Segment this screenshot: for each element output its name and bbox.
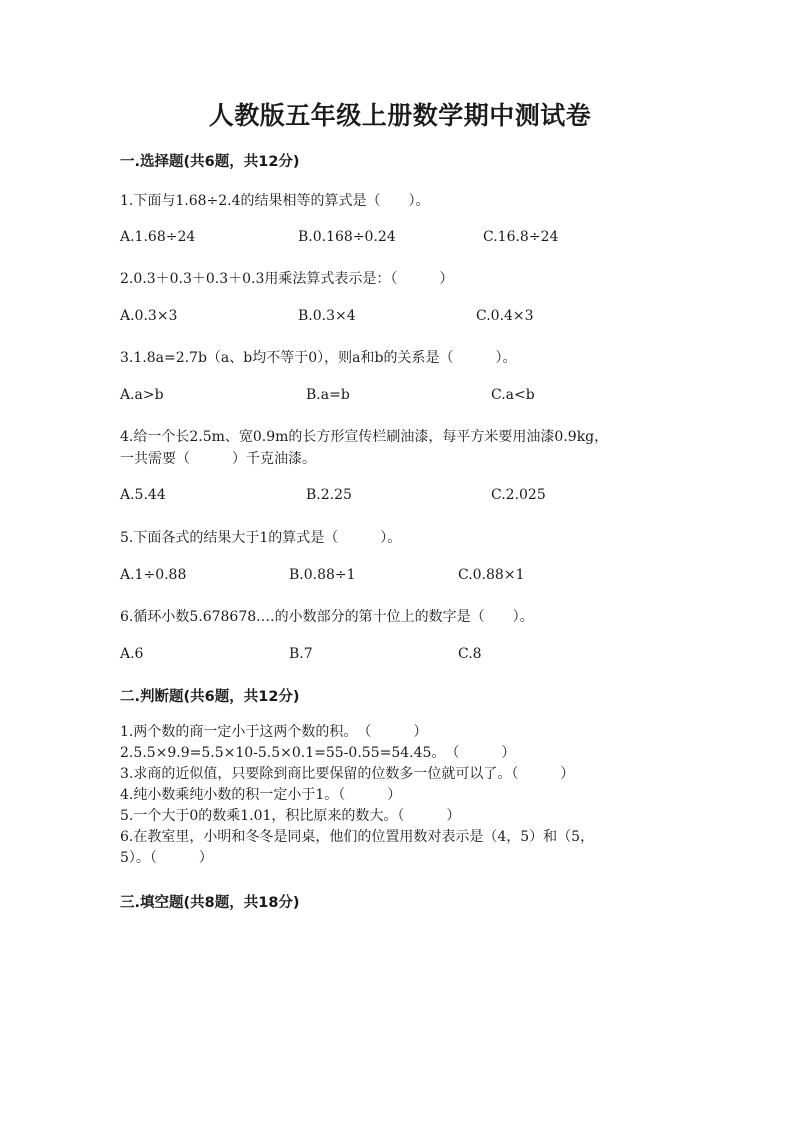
judge-item-1: 1.两个数的商一定小于这两个数的积。 （ ） bbox=[120, 724, 428, 740]
question-6: 6.循环小数5.678678.…的小数部分的第十位上的数字是（ ）。 bbox=[120, 609, 534, 625]
question-6-option-c: C.8 bbox=[458, 646, 482, 662]
question-3-option-c: C.a<b bbox=[491, 387, 535, 403]
question-1: 1.下面与1.68÷2.4的结果相等的算式是（ ）。 bbox=[120, 193, 430, 209]
question-3-option-b: B.a=b bbox=[306, 387, 350, 403]
question-3-option-a: A.a>b bbox=[120, 387, 164, 403]
judge-item-3: 3.求商的近似值，只要除到商比要保留的位数多一位就可以了。（ ） bbox=[120, 766, 575, 782]
question-4-option-c: C.2.025 bbox=[491, 487, 546, 503]
question-1-option-b: B.0.168÷0.24 bbox=[298, 229, 396, 245]
question-5-option-a: A.1÷0.88 bbox=[120, 567, 187, 583]
page-title: 人教版五年级上册数学期中测试卷 bbox=[208, 101, 592, 130]
judge-item-2: 2.5.5×9.9=5.5×10-5.5×0.1=55-0.55=54.45。 （ ） bbox=[120, 745, 516, 761]
question-2-option-b: B.0.3×4 bbox=[298, 308, 356, 324]
question-4-option-b: B.2.25 bbox=[306, 487, 352, 503]
judge-item-4: 4.纯小数乘纯小数的积一定小于1。（ ） bbox=[120, 787, 402, 803]
section-heading-judge: 二.判断题(共6题，共12分) bbox=[120, 689, 300, 705]
question-2-option-a: A.0.3×3 bbox=[120, 308, 178, 324]
question-5-option-c: C.0.88×1 bbox=[458, 567, 525, 583]
judge-item-6-continued: 5）。（ ） bbox=[120, 850, 213, 866]
question-3: 3.1.8a=2.7b（a、b均不等于0），则a和b的关系是（ ）。 bbox=[120, 350, 517, 366]
question-6-option-a: A.6 bbox=[120, 646, 144, 662]
question-5-option-b: B.0.88÷1 bbox=[289, 567, 356, 583]
question-1-option-c: C.16.8÷24 bbox=[483, 229, 559, 245]
question-4-option-a: A.5.44 bbox=[120, 487, 166, 503]
question-2-option-c: C.0.4×3 bbox=[476, 308, 534, 324]
judge-item-5: 5.一个大于0的数乘1.01，积比原来的数大。（ ） bbox=[120, 808, 461, 824]
question-4: 4.给一个长2.5m、宽0.9m的长方形宣传栏刷油漆，每平方米要用油漆0.9kg， bbox=[120, 429, 609, 445]
question-5: 5.下面各式的结果大于1的算式是（ ）。 bbox=[120, 530, 402, 546]
question-1-option-a: A.1.68÷24 bbox=[120, 229, 196, 245]
question-2: 2.0.3＋0.3＋0.3＋0.3用乘法算式表示是：（ ） bbox=[120, 271, 454, 287]
section-heading-fill: 三.填空题(共8题，共18分) bbox=[120, 895, 300, 911]
question-6-option-b: B.7 bbox=[289, 646, 313, 662]
question-4-continued: 一共需要（ ）千克油漆。 bbox=[120, 451, 316, 467]
section-heading-choice: 一.选择题(共6题，共12分) bbox=[120, 154, 300, 170]
judge-item-6: 6.在教室里，小明和冬冬是同桌，他们的位置用数对表示是（4，5）和（5， bbox=[120, 829, 595, 845]
